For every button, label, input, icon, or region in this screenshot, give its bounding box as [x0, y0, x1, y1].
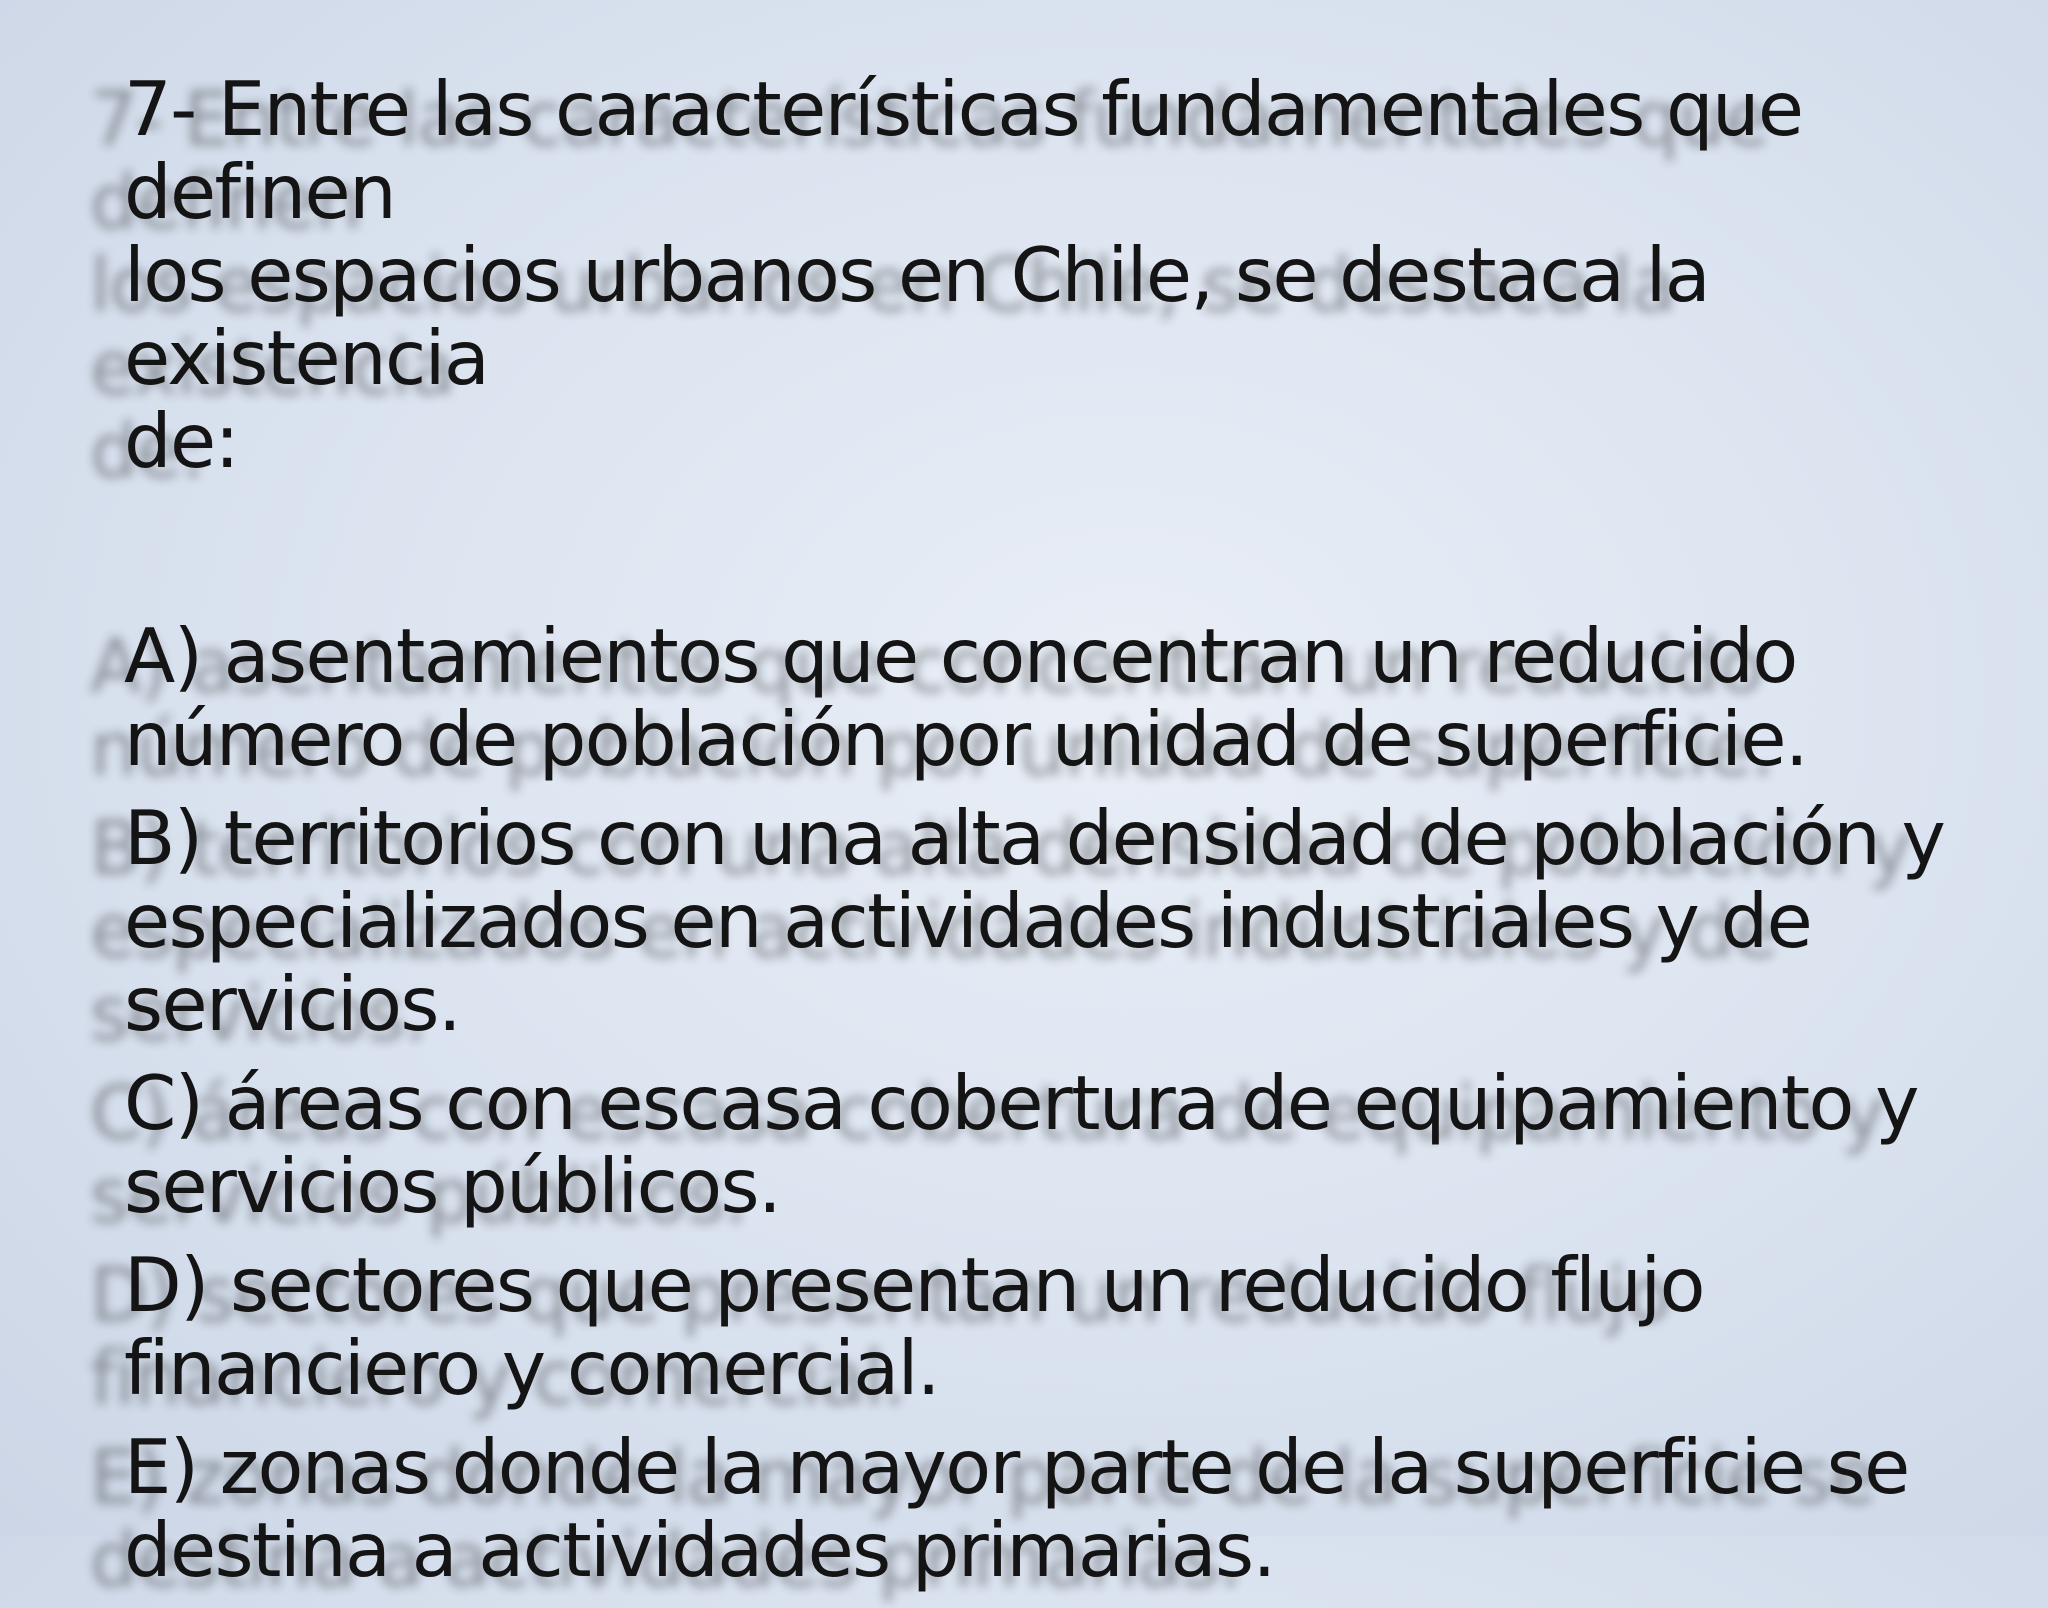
option-a: A) asentamientos que concentran un reducido número de población por unidad de superficie. — [124, 612, 1808, 783]
question-text: 7- Entre las características fundamentales que definen los espacios urbanos en Chile, se destaca la existencia de: — [124, 65, 1803, 485]
option-e: E) zonas donde la mayor parte de la superficie se destina a actividades primarias. — [124, 1423, 1909, 1594]
option-d: D) sectores que presentan un reducido flujo financiero y comercial. — [124, 1241, 1704, 1412]
option-b: B) territorios con una alta densidad de población y especializados en actividades industriales y de servicios. — [124, 794, 1945, 1048]
option-c: C) áreas con escasa cobertura de equipamiento y servicios públicos. — [124, 1059, 1918, 1230]
slide-content — [124, 65, 2014, 1608]
